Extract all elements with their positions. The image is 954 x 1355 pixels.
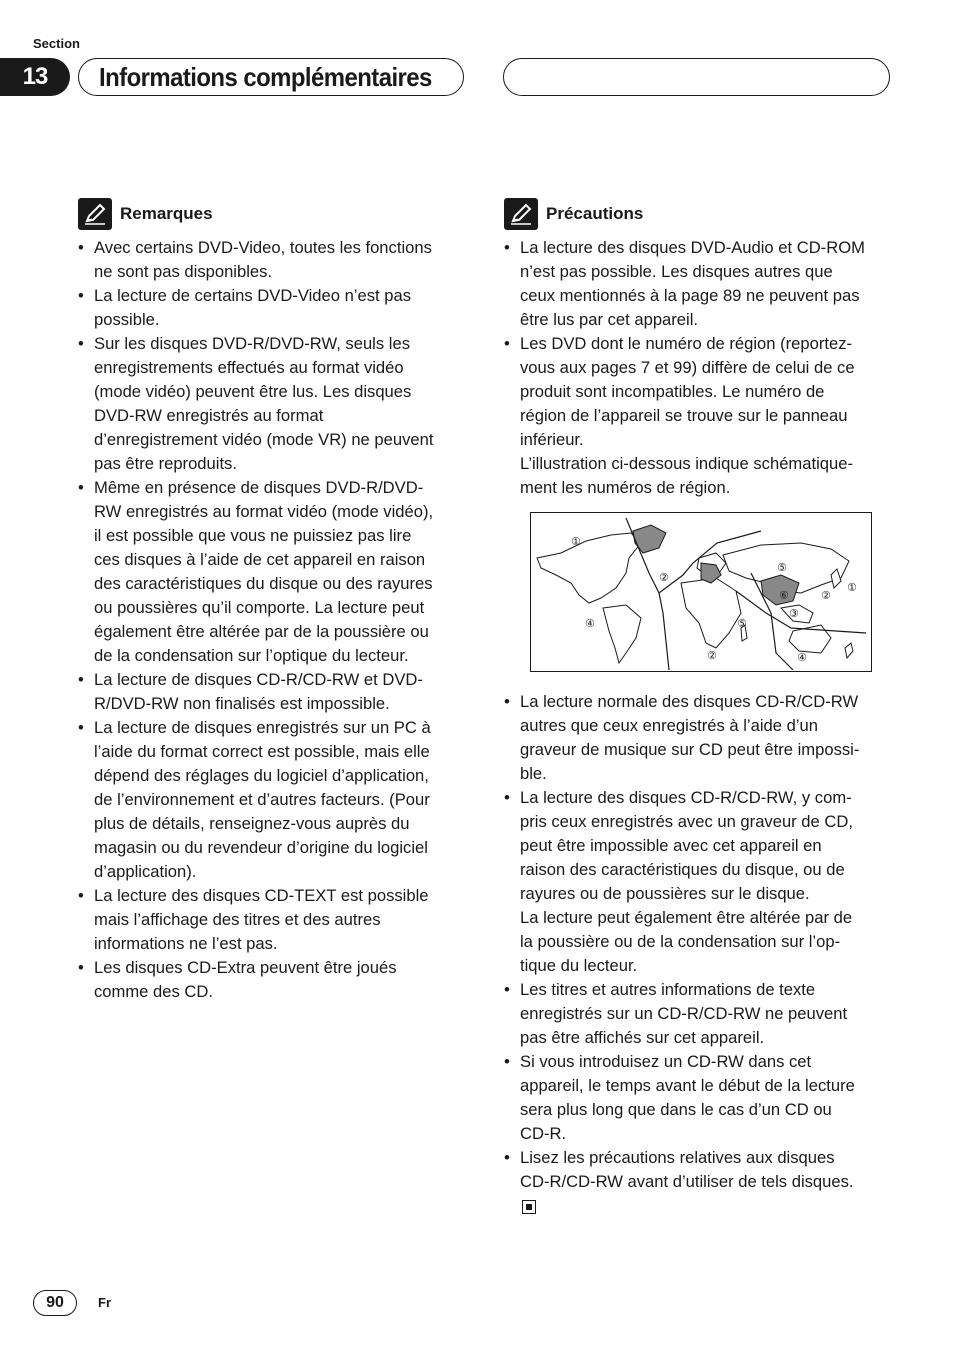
bullet-line: informations ne l’est pas. [94, 934, 278, 953]
bullet-line: peut être impossible avec cet appareil en [520, 836, 822, 855]
bullet-line: ne sont pas disponibles. [94, 262, 273, 281]
bullet-line: magasin ou du revendeur d’origine du logiciel [94, 838, 428, 857]
bullet-line: • La lecture normale des disques CD-R/CD-RW [520, 692, 859, 711]
bullet-line: • Les titres et autres informations de texte [520, 980, 816, 999]
remarks-heading-text: Remarques [120, 204, 213, 223]
bullet-line: • Les disques CD-Extra peuvent être joués [94, 958, 397, 977]
bullet-line: enregistrés sur un CD-R/CD-RW ne peuvent [520, 1004, 848, 1023]
bullet-line: également être altérée par de la poussière ou [94, 622, 429, 641]
bullet-line: ceux mentionnés à la page 89 ne peuvent pas [520, 286, 860, 305]
bullet-item [504, 690, 894, 786]
bullet-line: graveur de musique sur CD peut être impossi- [520, 740, 860, 759]
region-label: ④ [585, 617, 595, 630]
world-map-illustration [531, 513, 870, 670]
remarks-heading [78, 198, 468, 230]
bullet-line: CD-R/CD-RW avant d’utiliser de tels disques. [520, 1172, 854, 1191]
bullet-line: d’application). [94, 862, 197, 881]
bullet-line: de l’environnement et d’autres facteurs. (Pour [94, 790, 430, 809]
bullet-item [78, 284, 468, 332]
remarks-list [78, 236, 468, 1004]
bullet-line: raison des caractéristiques du disque, ou de [520, 860, 845, 879]
region-label: ⑥ [779, 589, 789, 602]
precautions-heading-text: Précautions [546, 204, 644, 223]
precautions-list [504, 236, 894, 500]
bullet-item [504, 786, 894, 978]
bullet-line: L’illustration ci-dessous indique schématique- [520, 454, 853, 473]
bullet-item [504, 1146, 894, 1194]
bullet-line: DVD-RW enregistrés au format [94, 406, 324, 425]
bullet-item [78, 716, 468, 884]
bullet-line: appareil, le temps avant le début de la lecture [520, 1076, 855, 1095]
bullet-line: la poussière ou de la condensation sur l’op- [520, 932, 841, 951]
bullet-line: plus de détails, renseignez-vous auprès du [94, 814, 410, 833]
bullet-line: ble. [520, 764, 547, 783]
bullet-line: être lus par cet appareil. [520, 310, 699, 329]
language-code: Fr [98, 1295, 111, 1310]
region-label: ④ [797, 651, 807, 664]
bullet-line: mais l’affichage des titres et des autres [94, 910, 381, 929]
page-number: 90 [33, 1290, 77, 1316]
bullet-line: enregistrements effectués au format vidéo [94, 358, 404, 377]
pencil-icon [504, 198, 538, 230]
bullet-line: • La lecture des disques CD-R/CD-RW, y com- [520, 788, 852, 807]
bullet-item [78, 956, 468, 1004]
bullet-line: pris ceux enregistrés avec un graveur de CD, [520, 812, 853, 831]
bullet-line: dépend des réglages du logiciel d’application, [94, 766, 429, 785]
bullet-line: d’enregistrement vidéo (mode VR) ne peuvent [94, 430, 434, 449]
region-label: ② [707, 649, 717, 662]
bullet-line: des caractéristiques du disque ou des rayures [94, 574, 433, 593]
precautions-list-continued [504, 690, 894, 1194]
region-label: ② [821, 589, 831, 602]
bullet-line: • La lecture de disques enregistrés sur un PC à [94, 718, 431, 737]
bullet-line: R/DVD-RW non finalisés est impossible. [94, 694, 390, 713]
bullet-line: n’est pas possible. Les disques autres que [520, 262, 833, 281]
bullet-line: RW enregistrés au format vidéo (mode vidéo), [94, 502, 434, 521]
bullet-line: La lecture peut également être altérée par de [520, 908, 853, 927]
bullet-line: ment les numéros de région. [520, 478, 731, 497]
bullet-item [504, 978, 894, 1050]
bullet-line: CD-R. [520, 1124, 567, 1143]
remarks-column [78, 198, 468, 1004]
region-label: ② [659, 571, 669, 584]
region-label: ③ [789, 607, 799, 620]
bullet-line: région de l’appareil se trouve sur le panneau [520, 406, 848, 425]
bullet-item [78, 236, 468, 284]
bullet-line: comme des CD. [94, 982, 213, 1001]
region-map [530, 512, 872, 672]
precautions-heading [504, 198, 894, 230]
bullet-line: pas être affichés sur cet appareil. [520, 1028, 765, 1047]
bullet-line: il est possible que vous ne puissiez pas lire [94, 526, 412, 545]
page-title: Informations complémentaires [99, 62, 432, 92]
bullet-line: • Même en présence de disques DVD-R/DVD- [94, 478, 424, 497]
region-label: ⑤ [777, 561, 787, 574]
end-of-section-icon [522, 1200, 536, 1214]
bullet-item [78, 332, 468, 476]
bullet-line: possible. [94, 310, 160, 329]
bullet-line: • Lisez les précautions relatives aux disques [520, 1148, 835, 1167]
bullet-line: • Avec certains DVD-Video, toutes les fonctions [94, 238, 432, 257]
bullet-item [504, 236, 894, 332]
bullet-line: rayures ou de poussières sur le disque. [520, 884, 810, 903]
bullet-item [78, 476, 468, 668]
bullet-line: • Les DVD dont le numéro de région (reportez- [520, 334, 853, 353]
bullet-line: ou poussières qu’il comporte. La lecture peut [94, 598, 425, 617]
section-number-badge: 13 [0, 58, 70, 96]
bullet-line: produit sont incompatibles. Le numéro de [520, 382, 825, 401]
bullet-line: de la condensation sur l’optique du lecteur. [94, 646, 409, 665]
bullet-line: • La lecture de certains DVD-Video n’est pas [94, 286, 411, 305]
bullet-item [504, 332, 894, 500]
bullet-line: • La lecture des disques DVD-Audio et CD-ROM [520, 238, 865, 257]
title-box [78, 58, 464, 96]
precautions-column [504, 198, 894, 1214]
bullet-line: autres que ceux enregistrés à l’aide d’un [520, 716, 818, 735]
bullet-line: • Sur les disques DVD-R/DVD-RW, seuls les [94, 334, 410, 353]
empty-header-box [503, 58, 890, 96]
section-label: Section [33, 36, 80, 51]
region-label: ① [847, 581, 857, 594]
bullet-line: sera plus long que dans le cas d’un CD ou [520, 1100, 832, 1119]
bullet-line: vous aux pages 7 et 99) diffère de celui de ce [520, 358, 855, 377]
bullet-line: tique du lecteur. [520, 956, 638, 975]
pencil-icon [78, 198, 112, 230]
region-label: ① [571, 535, 581, 548]
bullet-line: • Si vous introduisez un CD-RW dans cet [520, 1052, 812, 1071]
bullet-line: • La lecture des disques CD-TEXT est possible [94, 886, 429, 905]
bullet-line: ces disques à l’aide de cet appareil en raison [94, 550, 426, 569]
region-label: ⑤ [737, 617, 747, 630]
bullet-line: (mode vidéo) peuvent être lus. Les disques [94, 382, 412, 401]
bullet-item [504, 1050, 894, 1146]
bullet-line: l’aide du format correct est possible, mais elle [94, 742, 430, 761]
bullet-line: pas être reproduits. [94, 454, 237, 473]
bullet-line: • La lecture de disques CD-R/CD-RW et DVD- [94, 670, 423, 689]
bullet-item [78, 668, 468, 716]
bullet-item [78, 884, 468, 956]
bullet-line: inférieur. [520, 430, 584, 449]
